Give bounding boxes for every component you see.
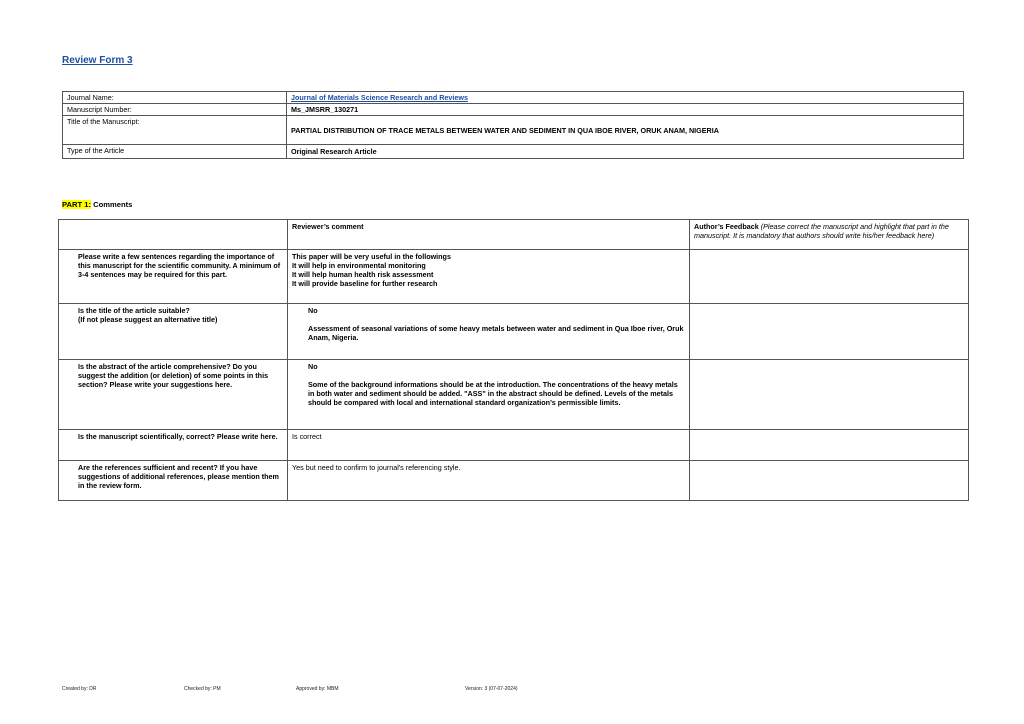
author-feedback-title[interactable]: [690, 304, 969, 360]
manuscript-title-label: Title of the Manuscript:: [63, 116, 287, 145]
comment-row-abstract: [59, 360, 969, 430]
footer-checked-by: Checked by: PM: [184, 686, 221, 692]
manuscript-title-row: [63, 116, 964, 145]
answer-verdict: No: [308, 362, 318, 371]
form-title: Review Form 3: [62, 55, 133, 66]
journal-name-row: [63, 92, 964, 104]
answer-detail: Some of the background informations should be at the introduction. The concentrations of the heavy metals in both water and sediment should be added. "ASS" in the abstract should be defined. Levels of the metals should be compared with local and international standard organization’s permissible limits.: [308, 380, 678, 407]
reviewer-answer-scientific: Is correct: [288, 430, 690, 461]
question-summary: Please write a few sentences regarding the importance of this manuscript for the scientific community. A minimum of 3-4 sentences may be required for this part.: [59, 250, 288, 304]
footer-approved-by: Approved by: MBM: [296, 686, 339, 692]
manuscript-number-label: Manuscript Number:: [63, 104, 287, 116]
comment-row-references: [59, 461, 969, 501]
questions-header-cell: [59, 220, 288, 250]
question-references: Are the references sufficient and recent? If you have suggestions of additional references, please mention them in the review form.: [59, 461, 288, 501]
manuscript-title-value: PARTIAL DISTRIBUTION OF TRACE METALS BETWEEN WATER AND SEDIMENT IN QUA IBOE RIVER, ORUK ANAM, NIGERIA: [287, 116, 964, 145]
journal-name-link[interactable]: Journal of Materials Science Research and Reviews: [291, 93, 468, 102]
article-type-value: Original Research Article: [287, 145, 964, 159]
question-title: [59, 304, 288, 360]
answer-spacer: [292, 371, 685, 380]
answer-line: This paper will be very useful in the followings: [292, 252, 451, 261]
author-feedback-scientific[interactable]: [690, 430, 969, 461]
comments-table: [58, 219, 969, 501]
comment-row-summary: [59, 250, 969, 304]
author-feedback-summary[interactable]: [690, 250, 969, 304]
manuscript-info-table: [62, 91, 964, 159]
reviewer-answer-abstract: [288, 360, 690, 430]
author-feedback-abstract[interactable]: [690, 360, 969, 430]
reviewer-answer-title: [288, 304, 690, 360]
question-title-line: Is the title of the article suitable?: [78, 306, 190, 315]
comment-row-scientific: [59, 430, 969, 461]
author-feedback-header: [690, 220, 969, 250]
manuscript-number-row: [63, 104, 964, 116]
reviewer-comment-header: Reviewer’s comment: [288, 220, 690, 250]
comment-row-title: [59, 304, 969, 360]
article-type-label: Type of the Article: [63, 145, 287, 159]
article-type-row: [63, 145, 964, 159]
author-feedback-header-note: (Please correct the manuscript and highlight that part in the manuscript. It is mandatory that authors should write his/her feedback here): [694, 222, 949, 240]
question-title-subline: (If not please suggest an alternative title): [78, 315, 218, 324]
comments-header-row: [59, 220, 969, 250]
journal-name-label: Journal Name:: [63, 92, 287, 104]
part-1-title: Comments: [93, 200, 133, 209]
part-1-label: PART 1:: [62, 200, 91, 209]
footer-version: Version: 3 (07-07-2024): [465, 686, 518, 692]
author-feedback-header-label: Author’s Feedback: [694, 222, 759, 231]
reviewer-answer-references: Yes but need to confirm to journal's referencing style.: [288, 461, 690, 501]
answer-verdict: No: [308, 306, 318, 315]
author-feedback-references[interactable]: [690, 461, 969, 501]
part-1-heading: [62, 200, 132, 209]
answer-line: It will provide baseline for further research: [292, 279, 438, 288]
question-abstract: Is the abstract of the article comprehensive? Do you suggest the addition (or deletion) of some points in this section? Please write your suggestions here.: [59, 360, 288, 430]
answer-line: It will help human health risk assessment: [292, 270, 434, 279]
answer-detail: Assessment of seasonal variations of some heavy metals between water and sediment in Qua Iboe river, Oruk Anam, Nigeria.: [308, 324, 684, 342]
answer-line: It will help in environmental monitoring: [292, 261, 426, 270]
reviewer-answer-summary: [288, 250, 690, 304]
manuscript-number-value: Ms_JMSRR_130271: [287, 104, 964, 116]
answer-spacer: [292, 315, 685, 324]
question-scientific: Is the manuscript scientifically, correct? Please write here.: [59, 430, 288, 461]
footer-created-by: Created by: DR: [62, 686, 97, 692]
journal-name-value[interactable]: [287, 92, 964, 104]
